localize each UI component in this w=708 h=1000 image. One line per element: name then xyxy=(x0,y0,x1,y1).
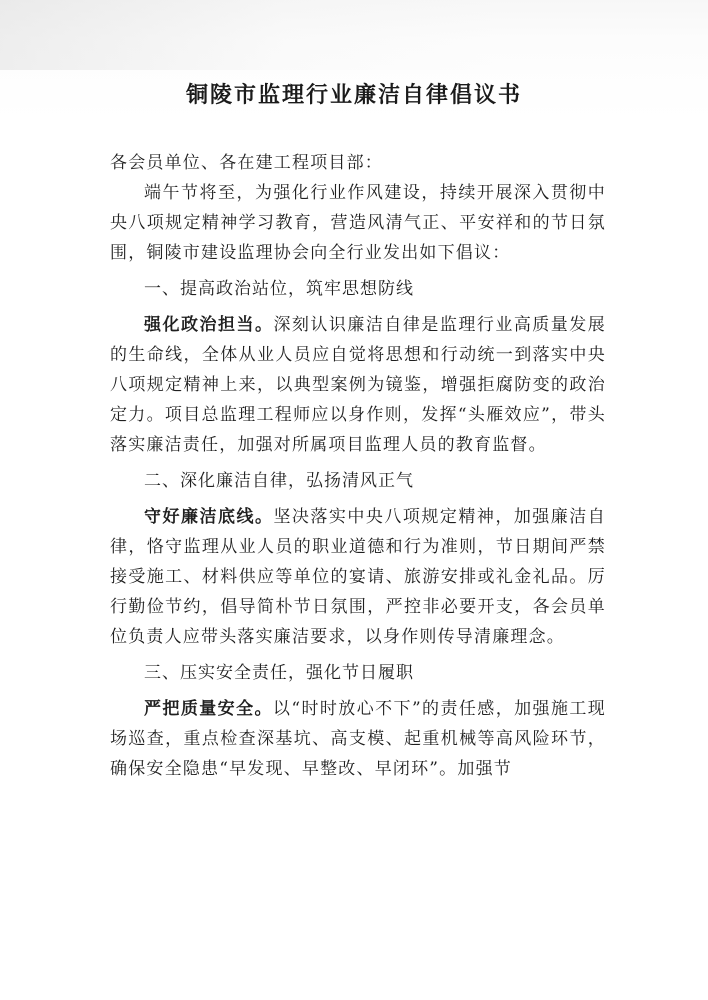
intro-paragraph: 端午节将至，为强化行业作风建设，持续开展深入贯彻中央八项规定精神学习教育，营造风清气正、平安祥和的节日氛围，铜陵市建设监理协会向全行业发出如下倡议： xyxy=(110,183,606,263)
section-lead-3: 严把质量安全。 xyxy=(144,699,273,719)
section-lead-2: 守好廉洁底线。 xyxy=(144,507,274,527)
salutation: 各会员单位、各在建工程项目部： xyxy=(110,153,383,173)
section-heading-1: 一、提高政治站位，筑牢思想防线 xyxy=(144,279,414,299)
section-text-1: 深刻认识廉洁自律是监理行业高质量发展的生命线，全体从业人员应自觉将思想和行动统一到落实中央八项规定精神上来，以典型案例为镜鉴，增强拒腐防变的政治定力。项目总监理工程师应以身作则，发挥“头雁效应”，带头落实廉洁责任，加强对所属项目监理人员的教育监督。 xyxy=(110,315,606,455)
section-text-3: 以“时时放心不下”的责任感，加强施工现场巡查，重点检查深基坑、高支模、起重机械等高风险环节，确保安全隐患“早发现、早整改、早闭环”。加强节 xyxy=(110,699,606,779)
section-paragraph-2 xyxy=(110,502,606,652)
scan-shadow xyxy=(0,0,708,70)
section-text-2: 坚决落实中央八项规定精神，加强廉洁自律，恪守监理从业人员的职业道德和行为准则，节日期间严禁接受施工、材料供应等单位的宴请、旅游安排或礼金礼品。厉行勤俭节约，倡导简朴节日氛围，严控非必要开支，各会员单位负责人应带头落实廉洁要求，以身作则传导清廉理念。 xyxy=(110,507,606,647)
section-paragraph-3 xyxy=(110,694,606,784)
document-body xyxy=(110,148,606,784)
section-heading-2: 二、深化廉洁自律，弘扬清风正气 xyxy=(144,471,414,491)
section-paragraph-1 xyxy=(110,310,606,460)
document-title: 铜陵市监理行业廉洁自律倡议书 xyxy=(185,82,522,108)
section-lead-1: 强化政治担当。 xyxy=(144,315,274,335)
section-heading-3: 三、压实安全责任，强化节日履职 xyxy=(144,663,414,683)
